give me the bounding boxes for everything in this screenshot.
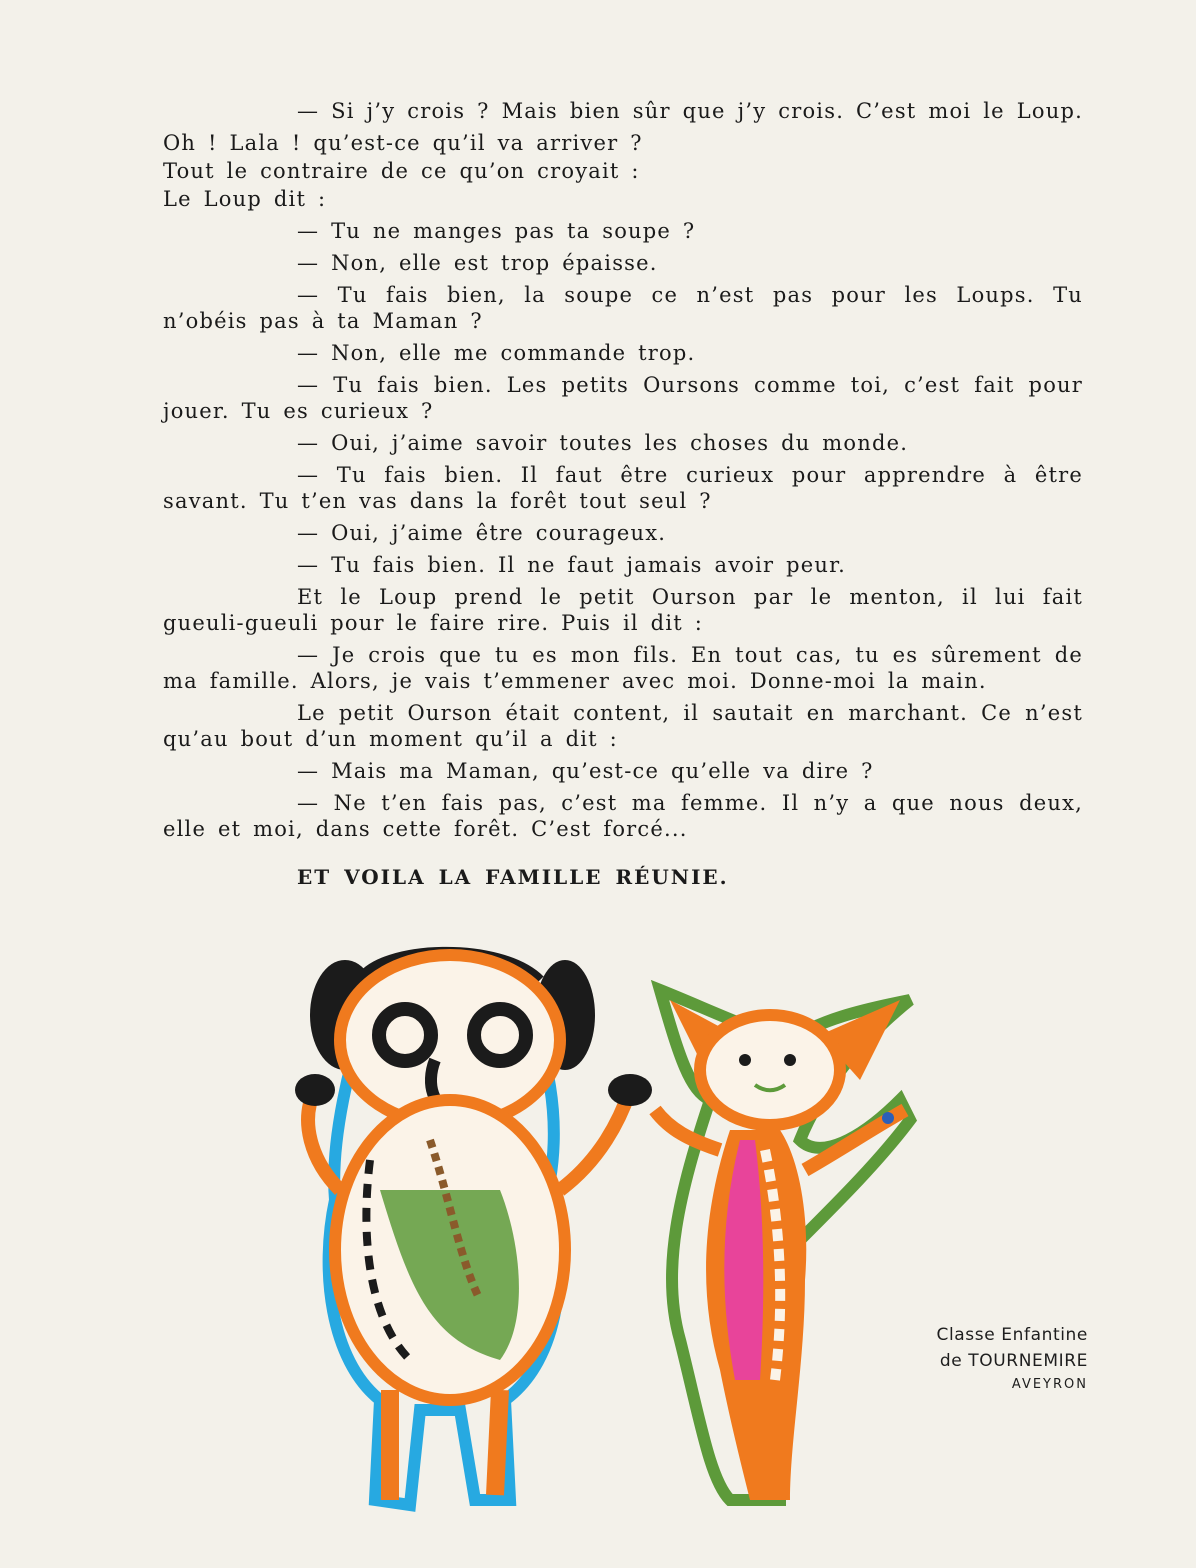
paragraph: — Tu fais bien. Les petits Oursons comme toi, c’est fait pour jouer. Tu es curieux ? — [163, 373, 1083, 423]
paragraph: — Tu fais bien. Il ne faut jamais avoir peur. — [297, 553, 846, 577]
paragraph: Le Loup dit : — [163, 187, 327, 211]
paragraph: — Mais ma Maman, qu’est-ce qu’elle va dire ? — [297, 759, 874, 783]
paragraph: — Oui, j’aime être courageux. — [297, 521, 667, 545]
story-text — [163, 98, 1083, 896]
paragraph: Oh ! Lala ! qu’est-ce qu’il va arriver ? — [163, 131, 643, 155]
bear-drawing — [295, 952, 652, 1505]
paragraph: — Non, elle me commande trop. — [297, 341, 696, 365]
paragraph: — Tu ne manges pas ta soupe ? — [297, 219, 696, 243]
paragraph: — Tu fais bien, la soupe ce n’est pas pour les Loups. Tu n’obéis pas à ta Maman ? — [163, 283, 1083, 333]
credit-class: Classe Enfantine — [936, 1325, 1088, 1345]
paragraph: — Tu fais bien. Il faut être curieux pour apprendre à être savant. Tu t’en vas dans la forêt tout seul ? — [163, 463, 1083, 513]
wolf-drawing — [655, 990, 910, 1500]
children-drawing-illustration — [260, 940, 960, 1540]
paragraph: — Non, elle est trop épaisse. — [297, 251, 658, 275]
credit-place: de TOURNEMIRE — [939, 1351, 1088, 1371]
story-ending: ET VOILA LA FAMILLE RÉUNIE. — [297, 865, 729, 889]
paragraph: — Je crois que tu es mon fils. En tout cas, tu es sûrement de ma famille. Alors, je vais t’emmener avec moi. Donne-moi la main. — [163, 643, 1083, 693]
paragraph: Tout le contraire de ce qu’on croyait : — [163, 159, 640, 183]
paragraph: Et le Loup prend le petit Ourson par le menton, il lui fait gueuli-gueuli pour le faire rire. Puis il dit : — [163, 585, 1083, 635]
paragraph: — Oui, j’aime savoir toutes les choses du monde. — [297, 431, 909, 455]
paragraph: Le petit Ourson était content, il sautait en marchant. Ce n’est qu’au bout d’un moment qu’il a dit : — [163, 701, 1083, 751]
illustration-credit — [936, 1322, 1088, 1396]
paragraph: — Ne t’en fais pas, c’est ma femme. Il n’y a que nous deux, elle et moi, dans cette forêt. C’est forcé... — [163, 791, 1083, 841]
paragraph: — Si j’y crois ? Mais bien sûr que j’y crois. C’est moi le Loup. — [297, 99, 1083, 123]
credit-region: AVEYRON — [1011, 1377, 1088, 1392]
